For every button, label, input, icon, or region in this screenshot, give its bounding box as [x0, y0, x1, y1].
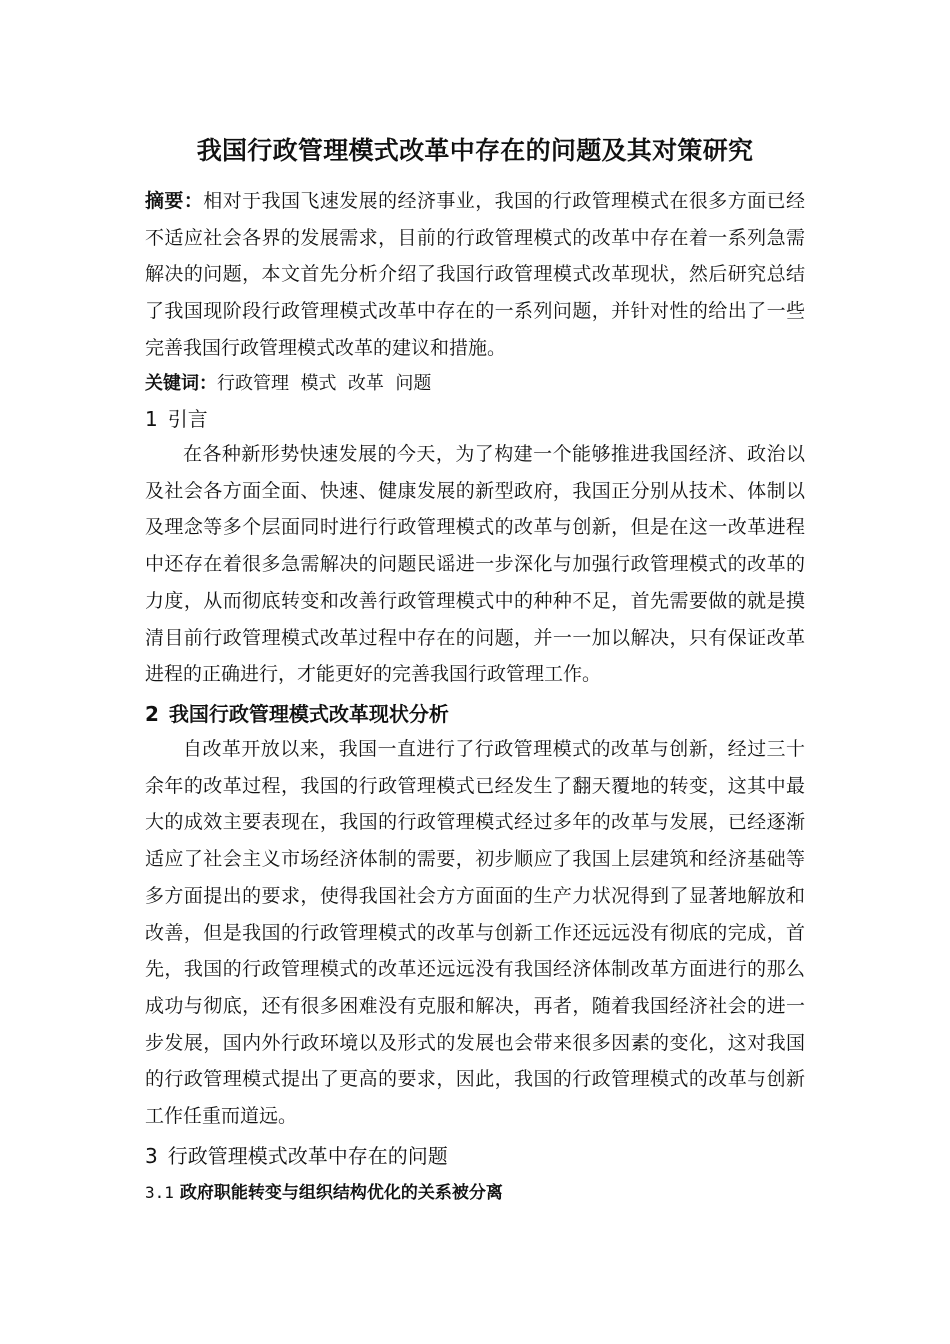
section-title: 引言 — [167, 407, 208, 431]
section-number: 3 — [145, 1144, 158, 1168]
section-title: 我国行政管理模式改革现状分析 — [168, 702, 449, 726]
section-number: 2 — [145, 702, 159, 726]
keywords-text: 行政管理 模式 改革 问题 — [217, 373, 432, 394]
abstract-paragraph — [145, 183, 805, 367]
section-1-body: 在各种新形势快速发展的今天，为了构建一个能够推进我国经济、政治以及社会各方面全面、快速、健康发展的新型政府，我国正分别从技术、体制以及理念等多个层面同时进行行政管理模式的改革与创新，但是在这一改革进程中还存在着很多急需解决的问题民谣进一步深化与加强行政管理模式的改革的力度，从而彻底转变和改善行政管理模式中的种种不足，首先需要做的就是摸清目前行政管理模式改革过程中存在的问题，并一一加以解决，只有保证改革进程的正确进行，才能更好的完善我国行政管理工作。 — [145, 443, 805, 686]
subsection-title: 政府职能转变与组织结构优化的关系被分离 — [179, 1183, 503, 1203]
section-title: 行政管理模式改革中存在的问题 — [167, 1144, 448, 1168]
keywords-line — [145, 369, 805, 399]
section-number: 1 — [145, 407, 158, 431]
keywords-label: 关键词： — [145, 373, 217, 394]
section-heading-2 — [145, 699, 805, 729]
subsection-heading-3-1 — [145, 1180, 805, 1206]
section-heading-3 — [145, 1141, 805, 1171]
abstract-label: 摘要： — [145, 190, 204, 212]
abstract-text: 相对于我国飞速发展的经济事业，我国的行政管理模式在很多方面已经不适应社会各界的发展需求，目前的行政管理模式的改革中存在着一系列急需解决的问题，本文首先分析介绍了我国行政管理模式改革现状，然后研究总结了我国现阶段行政管理模式改革中存在的一系列问题，并针对性的给出了一些完善我国行政管理模式改革的建议和措施。 — [145, 190, 805, 359]
document-title: 我国行政管理模式改革中存在的问题及其对策研究 — [196, 136, 754, 165]
section-heading-1 — [145, 404, 805, 434]
subsection-number: 3.1 — [145, 1183, 174, 1202]
section-2-body: 自改革开放以来，我国一直进行了行政管理模式的改革与创新，经过三十余年的改革过程，我国的行政管理模式已经发生了翻天覆地的转变，这其中最大的成效主要表现在，我国的行政管理模式经过多年的改革与发展，已经逐渐适应了社会主义市场经济体制的需要，初步顺应了我国上层建筑和经济基础等多方面提出的要求，使得我国社会方方面面的生产力状况得到了显著地解放和改善，但是我国的行政管理模式的改革与创新工作还远远没有彻底的完成，首先，我国的行政管理模式的改革还远远没有我国经济体制改革方面进行的那么成功与彻底，还有很多困难没有克服和解决，再者，随着我国经济社会的进一步发展，国内外行政环境以及形式的发展也会带来很多因素的变化，这对我国的行政管理模式提出了更高的要求，因此，我国的行政管理模式的改革与创新工作任重而道远。 — [145, 738, 805, 1128]
